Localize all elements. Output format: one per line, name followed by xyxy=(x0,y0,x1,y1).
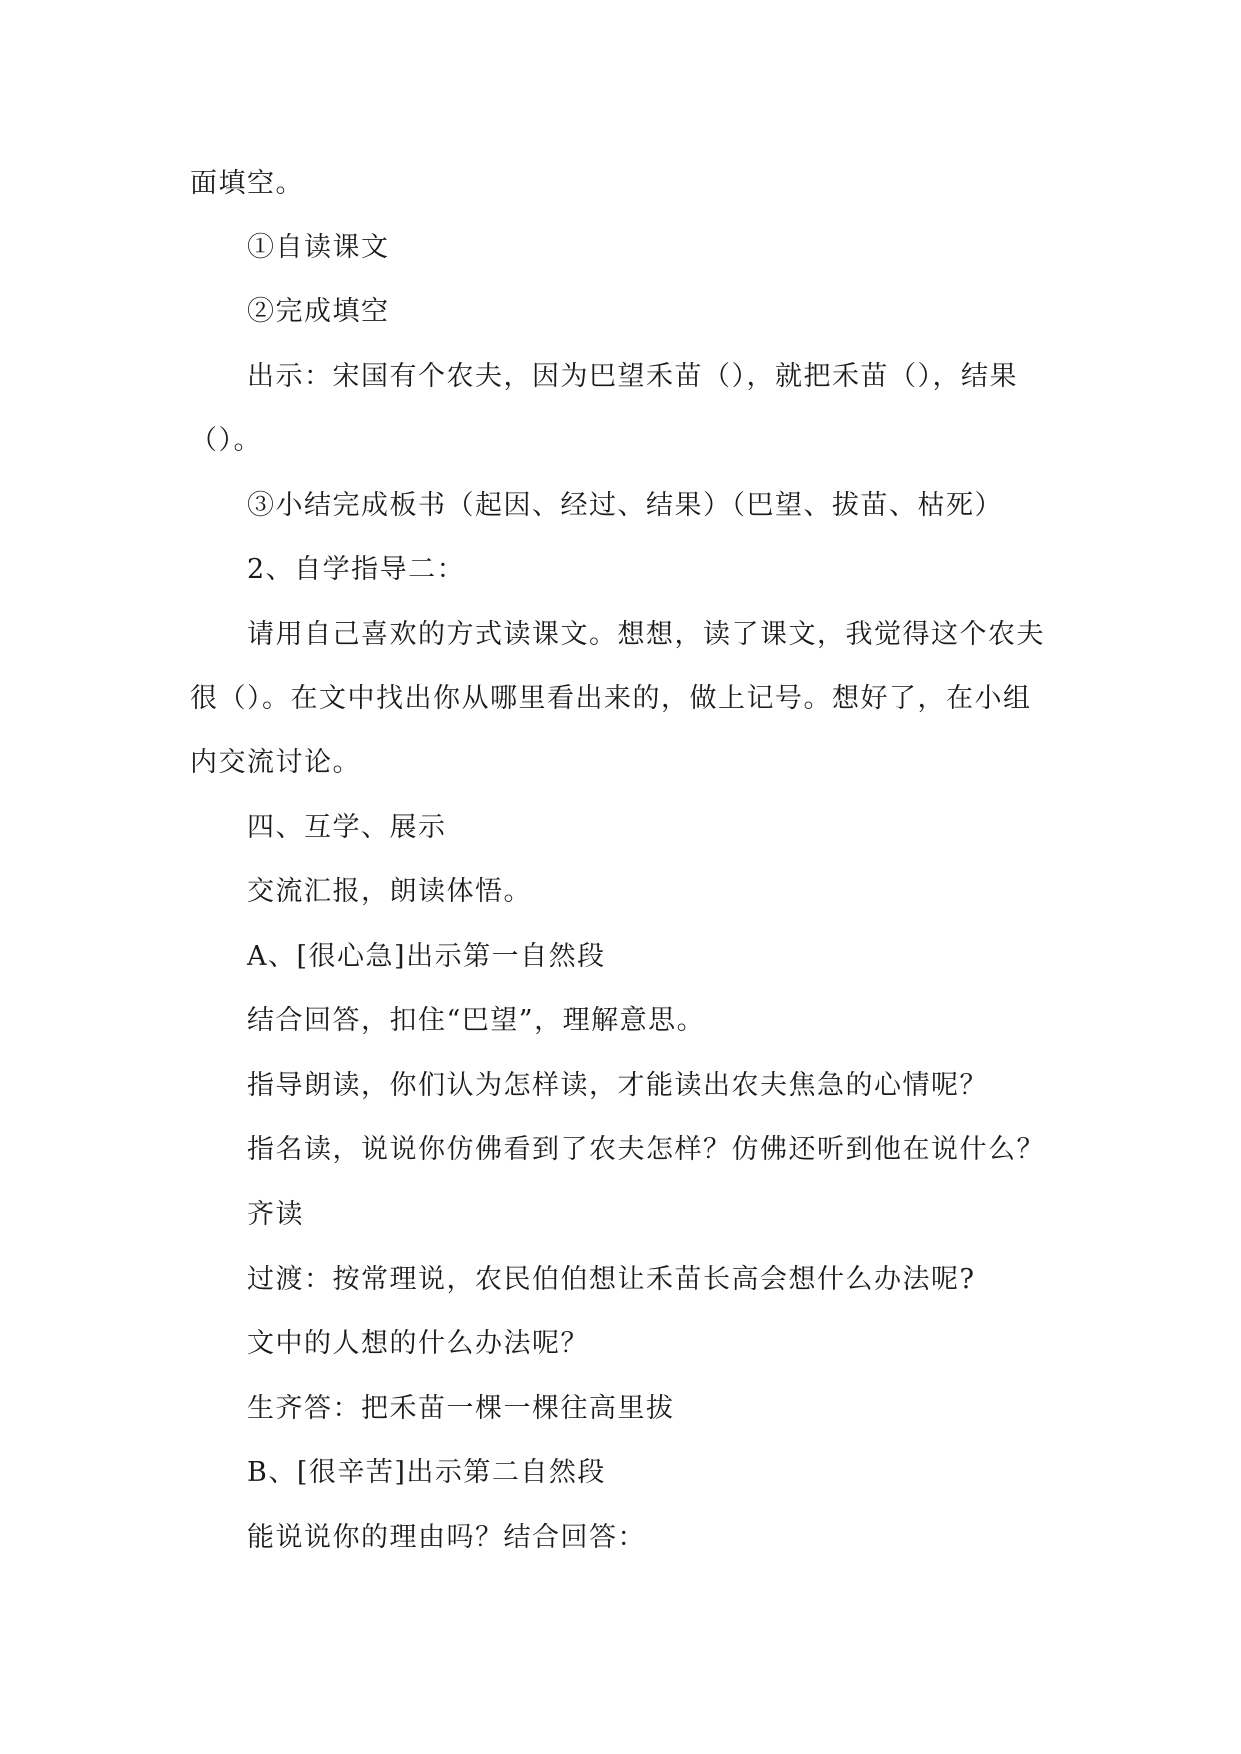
text-line: B、[很辛苦]出示第二自然段 xyxy=(247,1457,606,1488)
text-line: ③小结完成板书（起因、经过、结果）（巴望、拔苗、枯死） xyxy=(247,490,1003,521)
text-line: 文中的人想的什么办法呢？ xyxy=(247,1328,589,1359)
text-line: 四、互学、展示 xyxy=(247,812,447,843)
text-line: 内交流讨论。 xyxy=(190,747,361,778)
text-line: 出示：宋国有个农夫，因为巴望禾苗（），就把禾苗（），结果 xyxy=(247,361,1018,392)
text-line: A、[很心急]出示第一自然段 xyxy=(247,941,606,972)
text-line: 过渡：按常理说，农民伯伯想让禾苗长高会想什么办法呢? xyxy=(247,1264,976,1295)
text-line: 结合回答，扣住“巴望”，理解意思。 xyxy=(247,1005,706,1036)
text-line: ②完成填空 xyxy=(247,296,390,327)
text-line: 面填空。 xyxy=(190,168,304,199)
text-line: 交流汇报，朗读体悟。 xyxy=(247,876,532,907)
text-line: ①自读课文 xyxy=(247,232,390,263)
text-line: 请用自己喜欢的方式读课文。想想，读了课文，我觉得这个农夫 xyxy=(247,619,1045,650)
text-line: 2、自学指导二： xyxy=(247,554,466,585)
text-line: 生齐答：把禾苗一棵一棵往高里拔 xyxy=(247,1393,675,1424)
text-line: （）。 xyxy=(190,425,262,456)
text-line: 指导朗读，你们认为怎样读，才能读出农夫焦急的心情呢？ xyxy=(247,1070,988,1101)
text-line: 很（）。在文中找出你从哪里看出来的，做上记号。想好了，在小组 xyxy=(190,683,1032,714)
text-line: 指名读，说说你仿佛看到了农夫怎样？仿佛还听到他在说什么？ xyxy=(247,1134,1045,1165)
text-line: 齐读 xyxy=(247,1199,304,1230)
text-line: 能说说你的理由吗？结合回答： xyxy=(247,1522,646,1553)
